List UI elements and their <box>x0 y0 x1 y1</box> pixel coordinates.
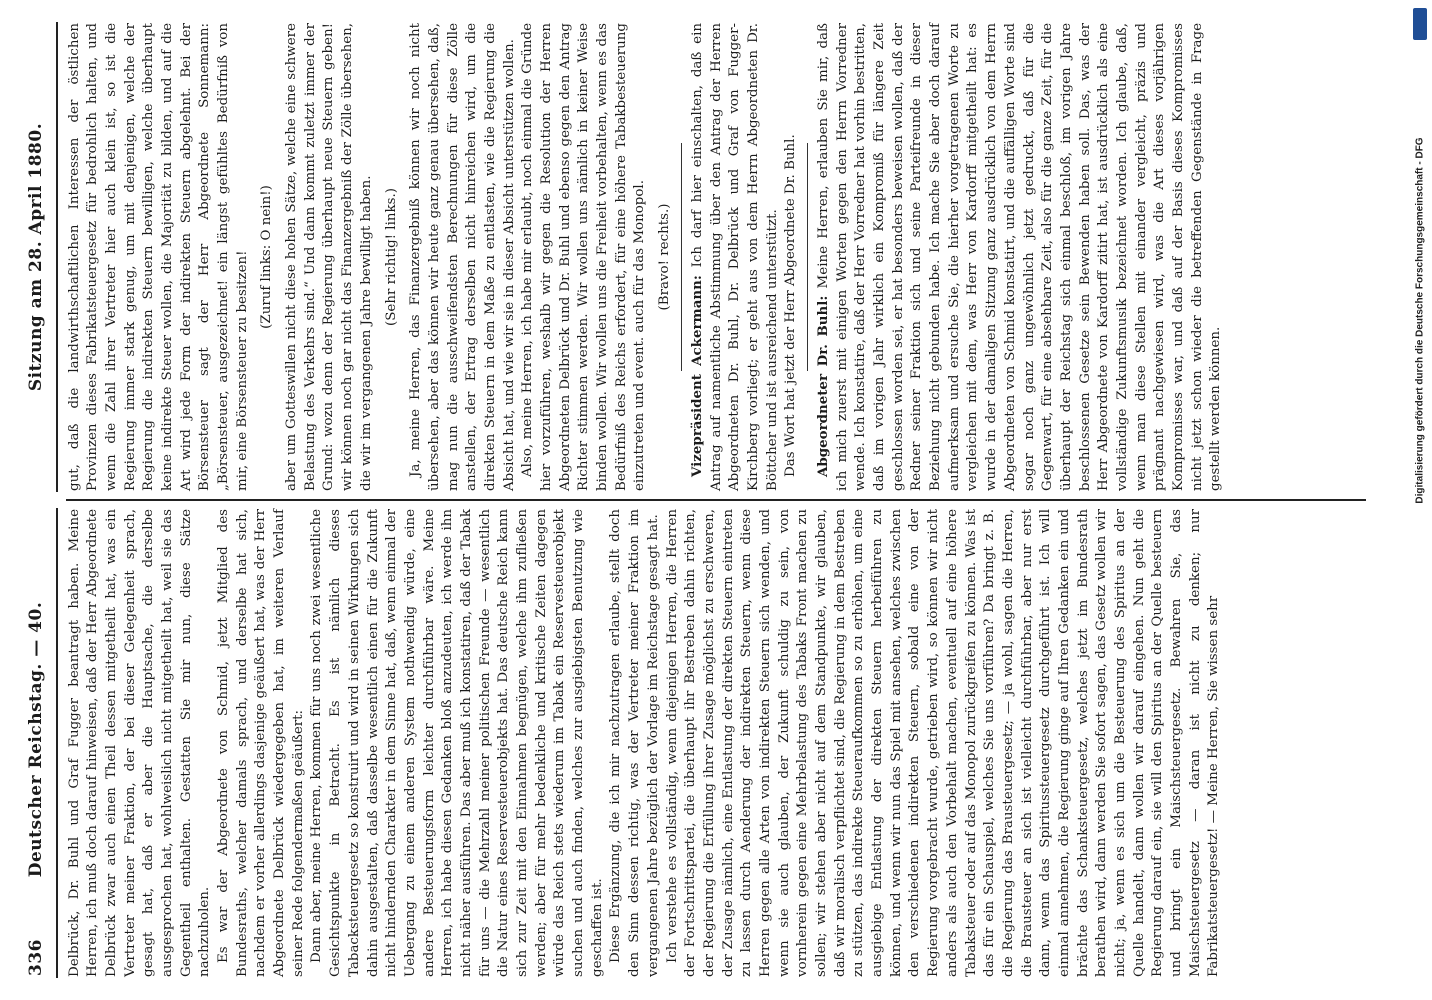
paragraph: Also, meine Herren, ich habe mir erlaubt, noch einmal die Gründe hier vorzuführen, weshalb wir gegen die Resolution der Herren Abgeordneten Delbrück und Dr. Buhl und ebenso gegen den Antrag Richter stimmen werden. Wir wollen uns nämlich in keiner Weise binden wollen. Wir wollen uns die Freiheit vorbehalten, wenn es das Bedürfniß des Reichs erfordert, für eine höhere Tabakbesteuerung einzutreten und event. auch für das Monopol. <box>520 23 648 491</box>
left-page-body <box>66 506 1225 980</box>
paragraph: Das Wort hat jetzt der Herr Abgeordnete Dr. Buhl. <box>783 134 799 477</box>
left-page-header <box>26 506 56 980</box>
paragraph: Diese Ergänzung, die ich mir nachzutragen erlaube, stellt doch den Sinn dessen richtig, was der Vertreter meiner Fraktion im vergangenen Jahre bezüglich der Vorlage im Reichstage gesagt hat. <box>608 509 661 977</box>
dfg-credit-strip <box>1412 10 1428 630</box>
paragraph: Ich verstehe es vollständig, wenn diejenigen Herren, die Herren der Fortschrittspartei, die überhaupt ihr Bestreben dahin richten, der Regierung die Erfüllung ihrer Zusage möglichst zu erschweren, der Zusage nämlich, eine Entlastung der direkten Steuern eintreten zu lassen durch Aenderung der indirekten Steuern, wenn diese Herren gegen alle Arten von indirekten Steuern sich wenden, und wenn sie auch glauben, der Zukunft schuldig zu sein, von vornherein gegen eine Mehrbelastung des Tabaks Front machen zu sollen; wir stehen aber nicht auf dem Standpunkte, wir glauben, daß wir moralisch verpflichtet sind, die Regierung in dem Bestreben zu stützen, das indirekte Steueraufkommen so zu erhöhen, um eine ausgiebige Entlastung der direkten Steuern herbeiführen zu können, und wenn wir nun das Spiel mit ansehen, welches zwischen den verschiedenen indirekten Steuern, sobald eine von der Regierung vorgebracht wurde, getrieben wird, so können wir nicht anders als auch den Vorbehalt machen, eventuell auf eine höhere Tabaksteuer oder auf das Monopol zurückgreifen zu können. Was ist das für ein Schauspiel, welches Sie uns vorführen? Da bringt z. B. die Regierung das Brausteuergesetz; — ja wohl, sagen die Herren, die Brausteuer an sich ist vielleicht durchführbar, aber nur erst dann, wenn das Spiritussteuergesetz durchgeführt ist. Ich will einmal annehmen, die Regierung ginge auf Ihren Gedanken ein und brächte das Schanksteuergesetz, welches jetzt im Bundesrath berathen wird, dann werden Sie sofort sagen, das Gesetz wollen wir nicht; ja, wenn es sich um die Besteuerung des Spiritus an der Quelle handelt, dann wollen wir darauf eingehen. Nun geht die Regierung darauf ein, sie will den Spiritus an der Quelle besteuern und bringt ein Maischsteuergesetz. Bewahren Sie, das Maischsteuergesetz — daran ist nicht zu denken; nur Fabrikatsteuergesetz! — Meine Herren, Sie wissen sehr <box>664 509 1222 977</box>
speech-text: Meine Herren, erlauben Sie mir, daß ich mich zuerst mit einigen Worten gegen den Herrn Vorredner wende. Ich konstatire, daß der Herr Vorredner hat vorhin bestritten, daß im vorigen Jahr wirklich ein Kompromiß für längere Zeit geschlossen worden sei, er hat besonders beweisen wollen, daß der Redner seiner Fraktion sich und seine Parteifreunde in dieser Beziehung nicht gebunden habe. Ich mache Sie aber doch darauf aufmerksam und ersuche Sie, die hierher vorgetragenen Worte zu vergleichen mit dem, was Herr von Kardorff mitgetheilt hat: es wurde in der damaligen Sitzung ganz ausdrücklich von dem Herrn Abgeordneten von Schmid konstatirt, und die auffälligen Worte sind sogar noch ganz ungewöhnlich jetzt gedruckt, daß für die Gegenwart, für eine absehbare Zeit, also für die ganze Zeit, für die überhaupt der Reichstag sich einmal beschloß, im vorigen Jahre beschlossenen Gesetze sein Bewenden haben soll. Das, was der Herr Abgeordnete von Kardorff zitirt hat, ist ausdrücklich als eine vollständige Zukunftsmusik bezeichnet worden. Ich glaube, daß, wenn man diese Stellen mit einander vergleicht, präzis und prägnant nachgewiesen wird, was die Art dieses vorjährigen Kompromisses war, und daß auf der Basis dieses Kompromisses nicht jetzt schon wieder die betreffenden Gegenstände in Frage gestellt werden können. <box>815 23 1224 491</box>
paragraph: gut, daß die landwirthschaftlichen Interessen der östlichen Provinzen dieses Fabrikatsteuergesetz für bedrohlich halten, und wenn die Zahl ihrer Vertreter hier auch klein ist, so ist die Regierung immer stark genug, um mit denjenigen, welche der Regierung die indirekten Steuern bewilligen, welche überhaupt keine indirekte Steuer wollen, die Majorität zu bilden, und auf die Art wird jede Form der indirekten Steuern abgelehnt. Bei der Börsensteuer sagt der Herr Abgeordnete Sonnemann: „Börsensteuer, ausgezeichnet! ein längst gefühltes Bedürfniß von mir, eine Börsensteuer zu besitzen! <box>66 23 250 491</box>
page-divider <box>66 500 1366 502</box>
speech-text: Ich darf hier einschalten, daß ein Antrag auf namentliche Abstimmung über den Antrag der Herren Abgeordneten Dr. Buhl, Dr. Delbrück und Graf von Fugger-Kirchberg vorliegt; er geht aus von dem Herrn Abgeordneten Dr. Böttcher und ist ausreichend unterstützt. <box>689 23 780 491</box>
speaker-paragraph <box>688 23 782 491</box>
speaker-name: Abgeordneter Dr. Buhl: <box>814 295 831 477</box>
interjection: (Bravo! rechts.) <box>657 203 673 311</box>
right-page <box>26 20 1406 494</box>
paragraph: Es war der Abgeordnete von Schmid, jetzt Mitglied des Bundesraths, welcher damals sprach, und derselbe hat sich, nachdem er vorher allerdings dasjenige geäußert hat, was der Herr Abgeordnete Delbrück wiedergegeben hat, im weiteren Verlauf seiner Rede folgendermaßen geäußert: <box>216 509 306 977</box>
interjection: (Zuruf links: O nein!) <box>259 185 275 329</box>
right-page-header <box>26 20 56 494</box>
speaker-name: Vizepräsident Ackermann: <box>688 275 705 477</box>
paragraph: Ja, meine Herren, das Finanzergebniß können wir noch nicht übersehen, aber das können wir heute ganz genau übersehen, daß, mag nun die ausschweifendsten Berechnungen für diese Zölle anstellen, der Ertrag derselben nicht hinreichen wird, um die direkten Steuern in dem Maße zu entlasten, wie die Regierung die Absicht hat, und wie wir sie in dieser Absicht unterstützen wollen. <box>408 23 517 491</box>
paragraph: aber um Gotteswillen nicht diese hohen Sätze, welche eine schwere Belastung des Verkehrs sind.“ Und dann kommt zuletzt immer der Grund: wozu denn der Regierung überhaupt neue Steuern geben! wir können noch gar nicht das Finanzergebniß der Zölle übersehen, die wir im vergangenen Jahre bewilligt haben. <box>284 23 374 491</box>
section-separator <box>807 143 808 371</box>
section-separator <box>681 143 682 371</box>
dfg-credit-text: Digitalisierung gefördert durch die Deutsche Forschungsgemeinschaft - DFG <box>1414 136 1426 504</box>
page-number: 336 <box>26 939 46 976</box>
left-header-rule <box>56 508 58 978</box>
interjection: (Sehr richtig! links.) <box>383 188 399 326</box>
rotated-scan <box>26 20 1406 980</box>
left-running-title: Deutscher Reichstag. — 40. <box>26 601 46 878</box>
left-page <box>26 506 1406 980</box>
right-page-body <box>66 20 1227 494</box>
right-running-title: Sitzung am 28. April 1880. <box>26 122 46 392</box>
paragraph: Delbrück, Dr. Buhl und Graf Fugger beantragt haben. Meine Herren, ich muß doch darauf hinweisen, daß der Herr Abgeordnete Delbrück zwar auch einen Theil dessen mitgetheilt hat, was ein Vertreter meiner Fraktion, der bei dieser Gelegenheit sprach, gesagt hat, daß er aber die Hauptsache, die derselbe ausgesprochen hat, wohlweislich nicht mitgetheilt hat, weil sie das Gegentheil enthalten. Gestatten Sie mir nun, diese Sätze nachzuholen. <box>66 509 213 977</box>
paragraph: Dann aber, meine Herren, kommen für uns noch zwei wesentliche Gesichtspunkte in Betracht. Es ist nämlich dieses Tabacksteuergesetz so konstruirt und wird in seinen Wirkungen sich dahin ausgestalten, daß dasselbe wesentlich einen für die Zukunft nicht hindernden Charakter in dem Sinne hat, daß, wenn einmal der Uebergang zu einem anderen System nothwendig würde, eine andere Besteuerungsform leichter durchführbar wäre. Meine Herren, ich habe diesen Gedanken bloß anzudeuten, ich werde ihn nicht näher ausführen. Das aber muß ich konstatiren, daß der Tabak für uns — die Mehrzahl meiner politischen Freunde — wesentlich die Natur eines Reservesteuerobjekts hat. Das deutsche Reich kann sich zur Zeit mit den Einnahmen begnügen, welche ihm zufließen werden; aber für mehr bedenkliche und kritische Zeiten dagegen würde das Reich stets wiederum im Tabak ein Reservesteuerobjekt suchen und auch finden, welches zur ausgiebigsten Benutzung wie geschaffen ist. <box>309 509 605 977</box>
right-header-rule <box>56 22 58 492</box>
speaker-paragraph <box>814 23 1226 491</box>
